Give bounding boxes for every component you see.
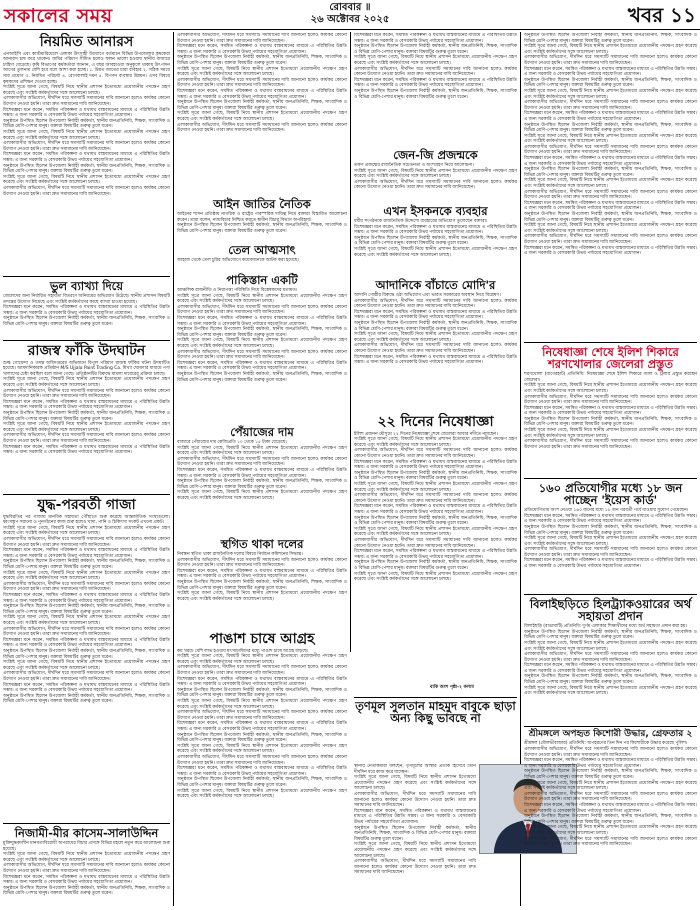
story-body: অনুষ্ঠানে উপস্থিত ছিলেন উপজেলা নির্বাহী কর্মকর্তা, স্থানীয় জনপ্রতিনিধি, শিক্ষক, সাংবাদিক ও বিভিন্ন শ্রেণি-পেশার মানুষ। বক্তারা বিষয়টির গুরুত্ব তুলে ধরেন। bbox=[354, 515, 517, 527]
story-sultan-babu-body bbox=[354, 764, 476, 906]
story-body: অনুষ্ঠানে উপস্থিত ছিলেন উপজেলা নির্বাহী কর্মকর্তা, স্থানীয় জনপ্রতিনিধি, শিক্ষক, সাংবাদিক ও বিভিন্ন শ্রেণি-পেশার মানুষ। বক্তারা বিষয়টির গুরুত্ব তুলে ধরেন। bbox=[524, 629, 697, 641]
story-body: কম খরচে বেশি লাভ হওয়ায় মৎস্যচাষিদের মধ্যে পাঙাশ চাষে আগ্রহ বাড়ছে। bbox=[177, 648, 309, 654]
story-body: বিশেষজ্ঞরা মনে করেন, সমন্বিত পরিকল্পনা ও যথাযথ বাস্তবায়নের মাধ্যমে এ পরিস্থিতির উন্নতি সম্ভব। এ জন্য সরকারি ও বেসরকারি উভয় পর্যায়ের সহযোগিতা প্রয়োজন। bbox=[354, 808, 476, 825]
story-body: বিশেষজ্ঞরা মনে করেন, সমন্বিত পরিকল্পনা ও যথাযথ বাস্তবায়নের মাধ্যমে এ পরিস্থিতির উন্নতি সম্ভব। এ জন্য সরকারি ও বেসরকারি উভয় পর্যায়ের সহযোগিতা প্রয়োজন। bbox=[3, 305, 170, 316]
story-body: বিশেষজ্ঞরা মনে করেন, সমন্বিত পরিকল্পনা ও যথাযথ বাস্তবায়নের মাধ্যমে এ পরিস্থিতির উন্নতি সম্ভব। এ জন্য সরকারি ও বেসরকারি উভয় পর্যায়ের সহযোগিতা প্রয়োজন। bbox=[354, 504, 517, 515]
story-body: সংশ্লিষ্ট সূত্রে জানা গেছে, বিষয়টি নিয়ে স্থানীয় প্রশাসন ইতোমধ্যে প্রয়োজনীয় পদক্ষেপ গ্রহণ করেছে এবং সংশ্লিষ্ট কর্মকর্তাদের সঙ্গে আলোচনা চলছে। bbox=[177, 111, 347, 122]
story-body: এলাকাবাসীর অভিযোগ, দীর্ঘদিন ধরে সমস্যাটি সমাধানের দাবি জানানো হলেও কার্যকর কোনো উদ্যোগ নেওয়া হয়নি। তারা দ্রুত সমাধানের দাবি জানিয়েছেন। bbox=[177, 557, 347, 569]
story-body: অনুষ্ঠানে উপস্থিত ছিলেন উপজেলা নির্বাহী কর্মকর্তা, স্থানীয় জনপ্রতিনিধি, শিক্ষক, সাংবাদিক ও বিভিন্ন শ্রেণি-পেশার মানুষ। বক্তারা বিষয়টির গুরুত্ব তুলে ধরেন। bbox=[524, 416, 697, 428]
story-body: সংশ্লিষ্ট সূত্রে জানা গেছে, বিষয়টি নিয়ে স্থানীয় প্রশাসন ইতোমধ্যে প্রয়োজনীয় পদক্ষেপ গ্রহণ করেছে এবং সংশ্লিষ্ট কর্মকর্তাদের সঙ্গে আলোচনা চলছে। bbox=[524, 88, 697, 100]
story-headline: স্থগিত থাকা দলের bbox=[220, 537, 304, 551]
story-body: বিশেষজ্ঞরা মনে করেন, সমন্বিত পরিকল্পনা ও যথাযথ বাস্তবায়নের মাধ্যমে এ পরিস্থিতির উন্নতি সম্ভব। এ জন্য সরকারি ও বেসরকারি উভয় পর্যায়ের সহযোগিতা প্রয়োজন। bbox=[177, 316, 347, 327]
story-body: এলাকাবাসীর অভিযোগ, দীর্ঘদিন ধরে সমস্যাটি সমাধানের দাবি জানানো হলেও কার্যকর কোনো উদ্যোগ নেওয়া হয়নি। তারা দ্রুত সমাধানের দাবি জানিয়েছেন। bbox=[177, 349, 347, 361]
section-title: খবর ১১ bbox=[627, 3, 696, 27]
story-body: ইলিশ প্রজনন মৌসুমে ২২ দিনের নিষেধাজ্ঞা শেষে জেলেরা আবার নদীতে নামছেন। bbox=[354, 431, 498, 437]
story-body: বিশেষজ্ঞরা মনে করেন, সমন্বিত পরিকল্পনা ও যথাযথ বাস্তবায়নের মাধ্যমে এ পরিস্থিতির উন্নতি সম্ভব। এ জন্য সরকারি ও বেসরকারি উভয় পর্যায়ের সহযোগিতা প্রয়োজন। bbox=[354, 77, 517, 89]
story-body: শরণখোলা (বাগেরহাট) প্রতিনিধি: নিষেধাজ্ঞা শেষে ইলিশ শিকারে জাল ও ট্রলার প্রস্তুত করছেন জেলেরা। bbox=[524, 372, 697, 383]
story-body: অনুষ্ঠানে উপস্থিত ছিলেন উপজেলা নির্বাহী কর্মকর্তা, স্থানীয় জনপ্রতিনিধি, শিক্ষক, সাংবাদিক ও বিভিন্ন শ্রেণি-পেশার মানুষ। বক্তারা বিষয়টির গুরুত্ব তুলে ধরেন। bbox=[177, 55, 347, 66]
story-body: এলাকাবাসীর অভিযোগ, দীর্ঘদিন ধরে সমস্যাটি সমাধানের দাবি জানানো হলেও কার্যকর কোনো উদ্যোগ নেওয়া হয়নি। তারা দ্রুত সমাধানের দাবি জানিয়েছেন। bbox=[354, 537, 517, 549]
story-body: এলাকাবাসীর অভিযোগ, দীর্ঘদিন ধরে সমস্যাটি সমাধানের দাবি জানানো হলেও কার্যকর কোনো উদ্যোগ নেওয়া হয়নি। তারা দ্রুত সমাধানের দাবি জানিয়েছেন। bbox=[524, 836, 697, 848]
story-body: আইনের শাসন প্রতিষ্ঠায় নাগরিক ও রাষ্ট্রের পারস্পরিক দায়িত্ব নিয়ে বক্তারা বিস্তারিত আলোচনা করেন। তারা বলেন, ন্যায়বিচার নিশ্চিত করতে স্বাধীন বিচার বিভাগ অপরিহার্য। bbox=[177, 212, 347, 223]
story-iskcon bbox=[354, 203, 517, 275]
story-col3-top bbox=[354, 33, 517, 145]
story-body: সংশ্লিষ্ট সূত্রে জানা গেছে, বিষয়টি নিয়ে স্থানীয় প্রশাসন ইতোমধ্যে প্রয়োজনীয় পদক্ষেপ গ্রহণ করেছে এবং সংশ্লিষ্ট কর্মকর্তাদের সঙ্গে আলোচনা চলছে। bbox=[354, 247, 517, 258]
story-body: অনুষ্ঠানে উপস্থিত ছিলেন উপজেলা নির্বাহী কর্মকর্তা, স্থানীয় জনপ্রতিনিধি, শিক্ষক, সাংবাদিক ও বিভিন্ন শ্রেণি-পেশার মানুষ। বক্তারা বিষয়টির গুরুত্ব তুলে ধরেন। bbox=[3, 885, 170, 897]
story-body: বিশেষজ্ঞরা মনে করেন, সমন্বিত পরিকল্পনা ও যথাযথ বাস্তবায়নের মাধ্যমে এ পরিস্থিতির উন্নতি সম্ভব। এ জন্য সরকারি ও বেসরকারি উভয় পর্যায়ের সহযোগিতা প্রয়োজন। bbox=[3, 399, 170, 411]
story-body: সংশ্লিষ্ট সূত্রে জানা গেছে, বিষয়টি নিয়ে স্থানীয় প্রশাসন ইতোমধ্যে প্রয়োজনীয় পদক্ষেপ গ্রহণ করেছে এবং সংশ্লিষ্ট কর্মকর্তাদের সঙ্গে আলোচনা চলছে। bbox=[177, 293, 347, 305]
story-body: এলাকাবাসীর অভিযোগ, দীর্ঘদিন ধরে সমস্যাটি সমাধানের দাবি জানানো হলেও কার্যকর কোনো উদ্যোগ নেওয়া হয়নি। তারা দ্রুত সমাধানের দাবি জানিয়েছেন। bbox=[3, 433, 170, 444]
story-body: সংশ্লিষ্ট সূত্রে জানা গেছে, বিষয়টি নিয়ে স্থানীয় প্রশাসন ইতোমধ্যে প্রয়োজনীয় পদক্ষেপ গ্রহণ করেছে এবং সংশ্লিষ্ট কর্মকর্তাদের সঙ্গে আলোচনা চলছে। bbox=[177, 654, 347, 665]
story-body: জাহাজ থেকে তেল চুরির অভিযোগে কয়েকজনকে আটক করা হয়েছে। bbox=[177, 258, 299, 264]
story-body: অনুষ্ঠানে উপস্থিত ছিলেন উপজেলা নির্বাহী কর্মকর্তা, স্থানীয় জনপ্রতিনিধি, শিক্ষক, সাংবাদিক ও বিভিন্ন শ্রেণি-পেশার মানুষ। বক্তারা বিষয়টির গুরুত্ব তুলে ধরেন। bbox=[177, 732, 347, 744]
story-body: আঞ্চলিক রাজনীতি ও নিরাপত্তা পরিস্থিতি নিয়ে বিশ্লেষকদের মতামত। bbox=[177, 288, 298, 294]
story-headline: বিলাইছড়িতে হিলট্র্যাকওয়ারের অর্থ সহায়তা প্রদান bbox=[529, 597, 692, 624]
story-body: বিশেষজ্ঞরা মনে করেন, সমন্বিত পরিকল্পনা ও যথাযথ বাস্তবায়নের মাধ্যমে এ পরিস্থিতির উন্নতি সম্ভব। এ জন্য সরকারি ও বেসরকারি উভয় পর্যায়ের সহযোগিতা প্রয়োজন। bbox=[524, 111, 697, 122]
story-body: অনুষ্ঠানে উপস্থিত ছিলেন উপজেলা নির্বাহী কর্মকর্তা, স্থানীয় জনপ্রতিনিধি, শিক্ষক, সাংবাদিক ও বিভিন্ন শ্রেণি-পেশার মানুষ। বক্তারা বিষয়টির গুরুত্ব তুলে ধরেন। bbox=[354, 321, 517, 332]
story-body: বিশেষজ্ঞরা মনে করেন, সমন্বিত পরিকল্পনা ও যথাযথ বাস্তবায়নের মাধ্যমে এ পরিস্থিতির উন্নতি সম্ভব। এ জন্য সরকারি ও বেসরকারি উভয় পর্যায়ের সহযোগিতা প্রয়োজন। bbox=[354, 309, 517, 321]
story-body: সংশ্লিষ্ট সূত্রে জানা গেছে, বিষয়টি নিয়ে স্থানীয় প্রশাসন ইতোমধ্যে প্রয়োজনীয় পদক্ষেপ গ্রহণ করেছে এবং সংশ্লিষ্ট কর্মকর্তাদের সঙ্গে আলোচনা চলছে। bbox=[177, 338, 347, 349]
story-body: এলাকাবাসীর অভিযোগ, দীর্ঘদিন ধরে সমস্যাটি সমাধানের দাবি জানানো হলেও কার্যকর কোনো উদ্যোগ নেওয়া হয়নি। তারা দ্রুত সমাধানের দাবি জানিয়েছেন। bbox=[177, 77, 347, 89]
story-body: এলাকাবাসীর অভিযোগ, দীর্ঘদিন ধরে সমস্যাটি সমাধানের দাবি জানানো হলেও কার্যকর কোনো উদ্যোগ নেওয়া হয়নি। তারা দ্রুত সমাধানের দাবি জানিয়েছেন। bbox=[354, 179, 517, 191]
story-headline: রাজস্ব ফাঁকি উদঘাটন bbox=[27, 343, 146, 359]
story-body: বিশেষজ্ঞরা মনে করেন, সমন্বিত পরিকল্পনা ও যথাযথ বাস্তবায়নের মাধ্যমে এ পরিস্থিতির উন্নতি সম্ভব। এ জন্য সরকারি ও বেসরকারি উভয় পর্যায়ের সহযোগিতা প্রয়োজন। bbox=[354, 33, 517, 44]
story-body: সংশ্লিষ্ট সূত্রে জানা গেছে, বিষয়টি নিয়ে স্থানীয় প্রশাসন ইতোমধ্যে প্রয়োজনীয় পদক্ষেপ গ্রহণ করেছে এবং সংশ্লিষ্ট কর্মকর্তাদের সঙ্গে আলোচনা চলছে। bbox=[524, 640, 697, 652]
story-body: সংশ্লিষ্ট সূত্রে জানা গেছে, বিষয়টি নিয়ে স্থানীয় প্রশাসন ইতোমধ্যে প্রয়োজনীয় পদক্ষেপ গ্রহণ করেছে এবং সংশ্লিষ্ট কর্মকর্তাদের সঙ্গে আলোচনা চলছে। bbox=[354, 482, 517, 493]
story-headline: নিজামী-মীর কাসেম-সালাউদ্দিন bbox=[14, 826, 159, 840]
story-body: এলাকাবাসীর অভিযোগ, দীর্ঘদিন ধরে সমস্যাটি সমাধানের দাবি জানানো হলেও কার্যকর কোনো উদ্যোগ নেওয়া হয়নি। তারা দ্রুত সমাধানের দাবি জানিয়েছেন। bbox=[524, 439, 697, 450]
story-body: সংশ্লিষ্ট সূত্রে জানা গেছে, বিষয়টি নিয়ে স্থানীয় প্রশাসন ইতোমধ্যে প্রয়োজনীয় পদক্ষেপ গ্রহণ করেছে এবং সংশ্লিষ্ট কর্মকর্তাদের সঙ্গে আলোচনা চলছে। bbox=[3, 852, 170, 863]
story-headline: শ্রীমঙ্গলে অপহৃত কিশোরী উদ্ধার, গ্রেফতার ২ bbox=[528, 729, 693, 739]
story-body: এলাকাবাসীর অভিযোগ, দীর্ঘদিন ধরে সমস্যাটি সমাধানের দাবি জানানো হলেও কার্যকর কোনো উদ্যোগ নেওয়া হয়নি। তারা দ্রুত সমাধানের দাবি জানিয়েছেন। bbox=[354, 343, 517, 354]
story-headline: তৃণমূল সুলতান মাহমুদ বাবুকে ছাড়া অন্য কিছু ভাবছে না bbox=[355, 699, 516, 726]
story-body: এলাকাবাসীর অভিযোগ, দীর্ঘদিন ধরে সমস্যাটি সমাধানের দাবি জানানো হলেও কার্যকর কোনো উদ্যোগ নেওয়া হয়নি। তারা দ্রুত সমাধানের দাবি জানিয়েছেন। bbox=[3, 388, 170, 400]
story-body: অনুষ্ঠানে উপস্থিত ছিলেন উপজেলা নির্বাহী কর্মকর্তা, স্থানীয় জনপ্রতিনিধি, শিক্ষক, সাংবাদিক ও বিভিন্ন শ্রেণি-পেশার মানুষ। বক্তারা বিষয়টির গুরুত্ব তুলে ধরেন। bbox=[524, 122, 697, 134]
story-body: সংশ্লিষ্ট সূত্রে জানা গেছে, বিষয়টি নিয়ে স্থানীয় প্রশাসন ইতোমধ্যে প্রয়োজনীয় পদক্ষেপ গ্রহণ করেছে এবং সংশ্লিষ্ট কর্মকর্তাদের সঙ্গে আলোচনা চলছে। bbox=[3, 174, 170, 186]
story-body: বিশেষজ্ঞরা মনে করেন, সমন্বিত পরিকল্পনা ও যথাযথ বাস্তবায়নের মাধ্যমে এ পরিস্থিতির উন্নতি সম্ভব। এ জন্য সরকারি ও বেসরকারি উভয় পর্যায়ের সহযোগিতা প্রয়োজন। bbox=[3, 682, 170, 694]
story-body: এলাকাবাসীর অভিযোগ, দীর্ঘদিন ধরে সমস্যাটি সমাধানের দাবি জানানো হলেও কার্যকর কোনো উদ্যোগ নেওয়া হয়নি। তারা দ্রুত সমাধানের দাবি জানিয়েছেন। bbox=[3, 626, 170, 638]
story-gaza bbox=[3, 496, 170, 821]
story-body: এলাকাবাসীর অভিযোগ, দীর্ঘদিন ধরে সমস্যাটি সমাধানের দাবি জানানো হলেও কার্যকর কোনো উদ্যোগ নেওয়া হয়নি। তারা দ্রুত সমাধানের দাবি জানিয়েছেন। bbox=[3, 581, 170, 593]
story-body: বিশেষজ্ঞরা মনে করেন, সমন্বিত পরিকল্পনা ও যথাযথ বাস্তবায়নের মাধ্যমে এ পরিস্থিতির উন্নতি সম্ভব। এ জন্য সরকারি ও বেসরকারি উভয় পর্যায়ের সহযোগিতা প্রয়োজন। bbox=[524, 513, 697, 525]
story-divider bbox=[524, 726, 697, 727]
story-headline: ভুল ব্যাখ্যা দিয়ে bbox=[49, 279, 124, 293]
story-body: বিশেষজ্ঞরা মনে করেন, সমন্বিত পরিকল্পনা ও যথাযথ বাস্তবায়নের মাধ্যমে এ পরিস্থিতির উন্নতি সম্ভব। এ জন্য সরকারি ও বেসরকারি উভয় পর্যায়ের সহযোগিতা প্রয়োজন। bbox=[177, 676, 347, 688]
story-body: বিশেষজ্ঞরা মনে করেন, সমন্বিত পরিকল্পনা ও যথাযথ বাস্তবায়নের মাধ্যমে এ পরিস্থিতির উন্নতি সম্ভব। এ জন্য সরকারি ও বেসরকারি উভয় পর্যায়ের সহযোগিতা প্রয়োজন। bbox=[177, 360, 347, 372]
story-body: অনুষ্ঠানে উপস্থিত ছিলেন উপজেলা নির্বাহী কর্মকর্তা, স্থানীয় জনপ্রতিনিধি, শিক্ষক, সাংবাদিক ও বিভিন্ন শ্রেণি-পেশার মানুষ। বক্তারা বিষয়টির গুরুত্ব তুলে ধরেন। bbox=[3, 693, 170, 705]
story-body: অনুষ্ঠানে উপস্থিত ছিলেন উপজেলা নির্বাহী কর্মকর্তা, স্থানীয় জনপ্রতিনিধি, শিক্ষক, সাংবাদিক ও বিভিন্ন শ্রেণি-পেশার মানুষ। বক্তারা বিষয়টির গুরুত্ব তুলে ধরেন। bbox=[177, 687, 347, 699]
story-body: এলাকাবাসীর অভিযোগ, দীর্ঘদিন ধরে সমস্যাটি সমাধানের দাবি জানানো হলেও কার্যকর কোনো উদ্যোগ নেওয়া হয়নি। তারা দ্রুত সমাধানের দাবি জানিয়েছেন। bbox=[177, 122, 347, 134]
story-body: সংশ্লিষ্ট সূত্রে জানা গেছে, বিষয়টি নিয়ে স্থানীয় প্রশাসন ইতোমধ্যে প্রয়োজনীয় পদক্ষেপ গ্রহণ করেছে এবং সংশ্লিষ্ট কর্মকর্তাদের সঙ্গে আলোচনা চলছে। bbox=[524, 133, 697, 145]
story-divider bbox=[3, 340, 170, 341]
story-body: অনুষ্ঠানে উপস্থিত ছিলেন উপজেলা নির্বাহী কর্মকর্তা, স্থানীয় জনপ্রতিনিধি, শিক্ষক, সাংবাদিক ও বিভিন্ন শ্রেণি-পেশার মানুষ। বক্তারা বিষয়টির গুরুত্ব তুলে ধরেন। bbox=[524, 167, 697, 178]
story-body: এলাকাবাসীর অভিযোগ, দীর্ঘদিন ধরে সমস্যাটি সমাধানের দাবি জানানো হলেও কার্যকর কোনো উদ্যোগ নেওয়া হয়নি। তারা দ্রুত সমাধানের দাবি জানিয়েছেন। bbox=[524, 189, 697, 201]
story-headline: জেন-জি প্রজন্মকে bbox=[393, 148, 478, 162]
story-body: জেলেদের জন্য নির্ধারিত সহায়তা বিতরণে অনিয়মের অভিযোগ উঠেছে। স্থানীয় প্রশাসন বিষয়টি তদন্তের উদ্যোগ নিয়েছে এবং সংশ্লিষ্ট কর্মকর্তাদের কাছে ব্যাখ্যা চাওয়া হয়েছে। bbox=[3, 294, 170, 305]
story-body: অনুষ্ঠানে উপস্থিত ছিলেন উপজেলা নির্বাহী কর্মকর্তা, স্থানীয় জনপ্রতিনিধি, শিক্ষক, সাংবাদিক ও বিভিন্ন শ্রেণি-পেশার মানুষ। বক্তারা বিষয়টির গুরুত্ব তুলে ধরেন। bbox=[524, 77, 697, 89]
story-suspended-party bbox=[177, 536, 347, 628]
story-body: বিশেষজ্ঞরা মনে করেন, সমন্বিত পরিকল্পনা ও যথাযথ বাস্তবায়নের মাধ্যমে এ পরিস্থিতির উন্নতি সম্ভব। এ জন্য সরকারি ও বেসরকারি উভয় পর্যায়ের সহযোগিতা প্রয়োজন। bbox=[524, 758, 697, 769]
story-yes-card bbox=[524, 480, 697, 592]
story-body: বিশেষজ্ঞরা মনে করেন, সমন্বিত পরিকল্পনা ও যথাযথ বাস্তবায়নের মাধ্যমে এ পরিস্থিতির উন্নতি সম্ভব। এ জন্য সরকারি ও বেসরকারি উভয় পর্যায়ের সহযোগিতা প্রয়োজন। bbox=[524, 802, 697, 814]
story-body: এলাকাবাসীর অভিযোগ, দীর্ঘদিন ধরে সমস্যাটি সমাধানের দাবি জানানো হলেও কার্যকর কোনো উদ্যোগ নেওয়া হয়নি। তারা দ্রুত সমাধানের দাবি জানিয়েছেন। bbox=[524, 547, 697, 558]
story-body: সংশ্লিষ্ট সূত্রে জানা গেছে, বিষয়টি নিয়ে স্থানীয় প্রশাসন ইতোমধ্যে প্রয়োজনীয় পদক্ষেপ গ্রহণ করেছে এবং সংশ্লিষ্ট কর্মকর্তাদের সঙ্গে আলোচনা চলছে। bbox=[354, 332, 517, 343]
story-body: বিশেষজ্ঞরা মনে করেন, সমন্বিত পরিকল্পনা ও যথাযথ বাস্তবায়নের মাধ্যমে এ পরিস্থিতির উন্নতি সম্ভব। এ জন্য সরকারি ও বেসরকারি উভয় পর্যায়ের সহযোগিতা প্রয়োজন। bbox=[524, 156, 697, 167]
story-body: অনুষ্ঠানে উপস্থিত ছিলেন উপজেলা নির্বাহী কর্মকর্তা, স্থানীয় জনপ্রতিনিধি, শিক্ষক, সাংবাদিক ও বিভিন্ন শ্রেণি-পেশার মানুষ। বক্তারা বিষয়টির গুরুত্ব তুলে ধরেন। bbox=[177, 580, 347, 591]
story-body: বিশেষজ্ঞরা মনে করেন, সমন্বিত পরিকল্পনা ও যথাযথ বাস্তবায়নের মাধ্যমে এ পরিস্থিতির উন্নতি সম্ভব। এ জন্য সরকারি ও বেসরকারি উভয় পর্যায়ের সহযোগিতা প্রয়োজন। bbox=[524, 245, 697, 257]
story-body: এলাকাবাসীর অভিযোগ, দীর্ঘদিন ধরে সমস্যাটি সমাধানের দাবি জানানো হলেও কার্যকর কোনো উদ্যোগ নেওয়া হয়নি। তারা দ্রুত সমাধানের দাবি জানিয়েছেন। bbox=[177, 304, 347, 316]
issue-date: রোববার ॥ ২৬ অক্টোবর ২০২৫ bbox=[310, 2, 390, 25]
story-body: অনুষ্ঠানে উপস্থিত ছিলেন উপজেলা নির্বাহী কর্মকর্তা, স্থানীয় জনপ্রতিনিধি, শিক্ষক, সাংবাদিক ও বিভিন্ন শ্রেণি-পেশার মানুষ। বক্তারা বিষয়টির গুরুত্ব তুলে ধরেন। bbox=[3, 411, 170, 422]
story-headline: পাঙাশ চাষে আগ্রহ bbox=[209, 631, 315, 647]
story-body: বিশেষজ্ঞরা মনে করেন, সমন্বিত পরিকল্পনা ও যথাযথ বাস্তবায়নের মাধ্যমে এ পরিস্থিতির উন্নতি সম্ভব। এ জন্য সরকারি ও বেসরকারি উভয় পর্যায়ের সহযোগিতা প্রয়োজন। bbox=[177, 766, 347, 777]
story-body: বিশেষজ্ঞরা মনে করেন, সমন্বিত পরিকল্পনা ও যথাযথ বাস্তবায়নের মাধ্যমে এ পরিস্থিতির উন্নতি সম্ভব। এ জন্য সরকারি ও বেসরকারি উভয় পর্যায়ের সহযোগিতা প্রয়োজন। bbox=[3, 548, 170, 559]
story-body: বিশেষজ্ঞরা মনে করেন, সমন্বিত পরিকল্পনা ও যথাযথ বাস্তবায়নের মাধ্যমে এ পরিস্থিতির উন্নতি সম্ভব। এ জন্য সরকারি ও বেসরকারি উভয় পর্যায়ের সহযোগিতা প্রয়োজন। bbox=[3, 152, 170, 163]
story-body: এলাকাবাসীর অভিযোগ, দীর্ঘদিন ধরে সমস্যাটি সমাধানের দাবি জানানো হলেও কার্যকর কোনো উদ্যোগ নেওয়া হয়নি। তারা দ্রুত সমাধানের দাবি জানিয়েছেন। bbox=[354, 66, 517, 78]
story-body: এলাকাবাসীর অভিযোগ, দীর্ঘদিন ধরে সমস্যাটি সমাধানের দাবি জানানো হলেও কার্যকর কোনো উদ্যোগ নেওয়া হয়নি। তারা দ্রুত সমাধানের দাবি জানিয়েছেন। bbox=[3, 185, 170, 197]
story-body: সংশ্লিষ্ট সূত্রে জানা গেছে, বিষয়টি নিয়ে স্থানীয় প্রশাসন ইতোমধ্যে প্রয়োজনীয় পদক্ষেপ গ্রহণ করেছে এবং সংশ্লিষ্ট কর্মকর্তাদের সঙ্গে আলোচনা চলছে। bbox=[177, 699, 347, 710]
jump-line: বাকি অংশ পৃষ্ঠা-২ কলাম bbox=[430, 685, 474, 690]
story-body: বাজারে পেঁয়াজের দাম কেজিপ্রতি ১০ থেকে ১৫ টাকা বেড়েছে। bbox=[177, 440, 287, 446]
story-headline: ২২ দিনের নিষেধাজ্ঞা bbox=[377, 414, 494, 430]
story-body: অনুষ্ঠানে উপস্থিত ছিলেন উপজেলা নির্বাহী কর্মকর্তা, স্থানীয় জনপ্রতিনিধি, শিক্ষক, সাংবাদিক ও বিভিন্ন শ্রেণি-পেশার মানুষ। বক্তারা বিষয়টির গুরুত্ব তুলে ধরেন। bbox=[354, 560, 517, 571]
story-pineapple bbox=[3, 33, 170, 273]
story-body: মুক্তিযুদ্ধকালীন মানবতাবিরোধী অপরাধের বিচার প্রসঙ্গে বিভিন্ন মহলে নতুন করে আলোচনা শুরু হয়েছে। bbox=[3, 841, 170, 852]
story-body: সংশ্লিষ্ট সূত্রে জানা গেছে, বিষয়টি নিয়ে স্থানীয় প্রশাসন ইতোমধ্যে প্রয়োজনীয় পদক্ষেপ গ্রহণ করেছে এবং সংশ্লিষ্ট কর্মকর্তাদের সঙ্গে আলোচনা চলছে। bbox=[524, 178, 697, 190]
story-headline: নিষেধাজ্ঞা শেষে ইলিশ শিকারে শরণখোলার জেলেরা প্রস্তুত bbox=[542, 345, 679, 372]
masthead bbox=[0, 0, 700, 30]
story-body: এলাকাবাসীর অভিযোগ, দীর্ঘদিন ধরে সমস্যাটি সমাধানের দাবি জানানো হলেও কার্যকর কোনো উদ্যোগ নেওয়া হয়নি। তারা দ্রুত সমাধানের দাবি জানিয়েছেন। bbox=[177, 710, 347, 721]
story-body: এলাকাবাসীর অভিযোগ, দীর্ঘদিন ধরে সমস্যাটি সমাধানের দাবি জানানো হলেও কার্যকর কোনো উদ্যোগ নেওয়া হয়নি। তারা দ্রুত সমাধানের দাবি জানিয়েছেন। bbox=[524, 234, 697, 245]
story-bilaichari bbox=[524, 596, 697, 724]
story-headline: আদানিকে বাঁচাতে মোদি'র bbox=[375, 278, 496, 292]
story-headline: আইন জাতির নৈতিক bbox=[213, 197, 311, 211]
story-body: বিশেষজ্ঞরা মনে করেন, সমন্বিত পরিকল্পনা ও যথাযথ বাস্তবায়নের মাধ্যমে এ পরিস্থিতির উন্নতি সম্ভব। এ জন্য সরকারি ও বেসরকারি উভয় পর্যায়ের সহযোগিতা প্রয়োজন। bbox=[524, 200, 697, 212]
story-body: বিশেষজ্ঞরা মনে করেন, সমন্বিত পরিকল্পনা ও যথাযথ বাস্তবায়নের মাধ্যমে এ পরিস্থিতির উন্নতি সম্ভব। এ জন্য সরকারি ও বেসরকারি উভয় পর্যায়ের সহযোগিতা প্রয়োজন। bbox=[524, 558, 697, 570]
story-body: বিশেষজ্ঞরা মনে করেন, সমন্বিত পরিকল্পনা ও যথাযথ বাস্তবায়নের মাধ্যমে এ পরিস্থিতির উন্নতি সম্ভব। এ জন্য সরকারি ও বেসরকারি উভয় পর্যায়ের সহযোগিতা প্রয়োজন। bbox=[354, 224, 517, 236]
story-body: বিশেষজ্ঞরা মনে করেন, সমন্বিত পরিকল্পনা ও যথাযথ বাস্তবায়নের মাধ্যমে এ পরিস্থিতির উন্নতি সম্ভব। এ জন্য সরকারি ও বেসরকারি উভয় পর্যায়ের সহযোগিতা প্রয়োজন। bbox=[3, 874, 170, 886]
story-body: সংশ্লিষ্ট সূত্রে জানা গেছে, বিষয়টি নিয়ে স্থানীয় প্রশাসন ইতোমধ্যে প্রয়োজনীয় পদক্ষেপ গ্রহণ করেছে এবং সংশ্লিষ্ট কর্মকর্তাদের সঙ্গে আলোচনা চলছে। bbox=[354, 526, 517, 538]
story-body: অনুষ্ঠানে উপস্থিত ছিলেন উপজেলা নির্বাহী কর্মকর্তা, স্থানীয় জনপ্রতিনিধি, শিক্ষক, সাংবাদিক ও বিভিন্ন শ্রেণি-পেশার মানুষ। বক্তারা বিষয়টির গুরুত্ব তুলে ধরেন। bbox=[3, 316, 170, 328]
story-onion bbox=[177, 424, 347, 534]
story-pakistan bbox=[177, 272, 347, 422]
story-body: যুদ্ধবিরতির পর গাজায় মানবিক সহায়তা পৌঁছাতে শুরু করেছে আন্তর্জাতিক সংস্থাগুলো। ধ্বংসস্তূপ সরানো ও পুনর্গঠনের কাজ শুরু হলেও খাদ্য, পানি ও চিকিৎসা সংকট এখনো প্রকট। bbox=[3, 514, 170, 526]
story-body: অনুষ্ঠানে উপস্থিত ছিলেন উপজেলা নির্বাহী কর্মকর্তা, স্থানীয় জনপ্রতিনিধি, শিক্ষক, সাংবাদিক ও বিভিন্ন শ্রেণি-পেশার মানুষ। বক্তারা বিষয়টির গুরুত্ব তুলে ধরেন। bbox=[354, 470, 517, 482]
story-body: প্রতিযোগিতায় অংশ নেওয়া ১৬০ জনের মধ্যে ১৮ জন পরবর্তী পর্বে যাওয়ার সুযোগ পেয়েছেন। bbox=[524, 508, 689, 514]
story-col2-top bbox=[177, 33, 347, 193]
story-body: এলাকাবাসীর অভিযোগ, দীর্ঘদিন ধরে সমস্যাটি সমাধানের দাবি জানানো হলেও কার্যকর কোনো উদ্যোগ নেওয়া হয়নি। তারা দ্রুত সমাধানের দাবি জানিয়েছেন। bbox=[177, 33, 347, 44]
story-law-ethics bbox=[177, 196, 347, 240]
story-body: শ্রীমঙ্গল (মৌলভীবাজার) প্রতিনিধি: অপহরণের তিন দিন পর কিশোরীকে উদ্ধার করেছে পুলিশ। bbox=[524, 741, 688, 747]
story-misinterpretation bbox=[3, 278, 170, 338]
story-body: অনুষ্ঠানে উপস্থিত ছিলেন উপজেলা নির্বাহী কর্মকর্তা, স্থানীয় জনপ্রতিনিধি, শিক্ষক, সাংবাদিক ও বিভিন্ন শ্রেণি-পেশার মানুষ। বক্তারা বিষয়টির গুরুত্ব তুলে ধরেন। bbox=[177, 479, 347, 490]
story-headline: ১৬০ প্রতিযোগীর মধ্যে ১৮ জন পাচ্ছেন 'ইয়েস কার্ড' bbox=[538, 481, 683, 508]
story-body: সংশ্লিষ্ট সূত্রে জানা গেছে, বিষয়টি নিয়ে স্থানীয় প্রশাসন ইতোমধ্যে প্রয়োজনীয় পদক্ষেপ গ্রহণ করেছে এবং সংশ্লিষ্ট কর্মকর্তাদের সঙ্গে আলোচনা চলছে। bbox=[3, 130, 170, 141]
story-body: সংশ্লিষ্ট সূত্রে জানা গেছে, বিষয়টি নিয়ে স্থানীয় প্রশাসন ইতোমধ্যে প্রয়োজনীয় পদক্ষেপ গ্রহণ করেছে এবং সংশ্লিষ্ট কর্মকর্তাদের সঙ্গে আলোচনা চলছে। bbox=[177, 788, 347, 800]
story-sultan-babu bbox=[354, 698, 517, 760]
story-body: বিশেষজ্ঞরা মনে করেন, সমন্বিত পরিকল্পনা ও যথাযথ বাস্তবায়নের মাধ্যমে এ পরিস্থিতির উন্নতি সম্ভব। এ জন্য সরকারি ও বেসরকারি উভয় পর্যায়ের সহযোগিতা প্রয়োজন। bbox=[524, 405, 697, 417]
story-body: এলাকাবাসীর অভিযোগ, দীর্ঘদিন ধরে সমস্যাটি সমাধানের দাবি জানানো হলেও কার্যকর কোনো উদ্যোগ নেওয়া হয়নি। তারা দ্রুত সমাধানের দাবি জানিয়েছেন। bbox=[524, 144, 697, 156]
story-body: সংশ্লিষ্ট সূত্রে জানা গেছে, বিষয়টি নিয়ে স্থানীয় প্রশাসন ইতোমধ্যে প্রয়োজনীয় পদক্ষেপ গ্রহণ করেছে এবং সংশ্লিষ্ট কর্মকর্তাদের সঙ্গে আলোচনা চলছে। bbox=[354, 571, 517, 583]
story-body: সংশ্লিষ্ট সূত্রে জানা গেছে, বিষয়টি নিয়ে স্থানীয় প্রশাসন ইতোমধ্যে প্রয়োজনীয় পদক্ষেপ গ্রহণ করেছে এবং সংশ্লিষ্ট কর্মকর্তাদের সঙ্গে আলোচনা চলছে। bbox=[177, 66, 347, 78]
story-divider bbox=[3, 276, 170, 277]
story-body: সংশ্লিষ্ট সূত্রে জানা গেছে, বিষয়টি নিয়ে স্থানীয় প্রশাসন ইতোমধ্যে প্রয়োজনীয় পদক্ষেপ গ্রহণ করেছে এবং সংশ্লিষ্ট কর্মকর্তাদের সঙ্গে আলোচনা চলছে। bbox=[354, 775, 476, 792]
story-body: এলাকাবাসীর অভিযোগ, দীর্ঘদিন ধরে সমস্যাটি সমাধানের দাবি জানানো হলেও কার্যকর কোনো উদ্যোগ নেওয়া হয়নি। তারা দ্রুত সমাধানের দাবি জানিয়েছেন। bbox=[524, 747, 697, 758]
story-body: অনুষ্ঠানে উপস্থিত ছিলেন উপজেলা নির্বাহী কর্মকর্তা, স্থানীয় জনপ্রতিনিধি, শিক্ষক, সাংবাদিক ও বিভিন্ন শ্রেণি-পেশার মানুষ। বক্তারা বিষয়টির গুরুত্ব তুলে ধরেন। bbox=[524, 524, 697, 536]
story-body: এলাকাবাসীর অভিযোগ, দীর্ঘদিন ধরে সমস্যাটি সমাধানের দাবি জানানো হলেও কার্যকর কোনো উদ্যোগ নেওয়া হয়নি। তারা দ্রুত সমাধানের দাবি জানিয়েছেন। bbox=[177, 754, 347, 766]
story-body: স্থানীয় নেতাকর্মীরা বলছেন, তৃণমূলের আস্থার প্রতীক হিসেবে তিনি দীর্ঘদিন ধরে কাজ করে যাচ্ছেন। bbox=[354, 764, 476, 775]
story-body: বিশেষজ্ঞরা মনে করেন, সমন্বিত পরিকল্পনা ও যথাযথ বাস্তবায়নের মাধ্যমে এ পরিস্থিতির উন্নতি সম্ভব। এ জন্য সরকারি ও বেসরকারি উভয় পর্যায়ের সহযোগিতা প্রয়োজন। bbox=[354, 549, 517, 560]
story-body: সংশ্লিষ্ট সূত্রে জানা গেছে, বিষয়টি নিয়ে স্থানীয় প্রশাসন ইতোমধ্যে প্রয়োজনীয় পদক্ষেপ গ্রহণ করেছে এবং সংশ্লিষ্ট কর্মকর্তাদের সঙ্গে আলোচনা চলছে। bbox=[3, 422, 170, 433]
story-body: সংশ্লিষ্ট সূত্রে জানা গেছে, বিষয়টি নিয়ে স্থানীয় প্রশাসন ইতোমধ্যে প্রয়োজনীয় পদক্ষেপ গ্রহণ করেছে এবং সংশ্লিষ্ট কর্মকর্তাদের সঙ্গে আলোচনা চলছে। bbox=[524, 223, 697, 234]
story-revenue-evasion bbox=[3, 342, 170, 492]
story-body: অনুষ্ঠানে উপস্থিত ছিলেন উপজেলা নির্বাহী কর্মকর্তা, স্থানীয় জনপ্রতিনিধি, শিক্ষক, সাংবাদিক ও বিভিন্ন শ্রেণি-পেশার মানুষ। বক্তারা বিষয়টির গুরুত্ব তুলে ধরেন। bbox=[3, 559, 170, 571]
story-body: অনুষ্ঠানে উপস্থিত ছিলেন উপজেলা নির্বাহী কর্মকর্তা, স্থানীয় জনপ্রতিনিধি, শিক্ষক, সাংবাদিক ও বিভিন্ন শ্রেণি-পেশার মানুষ। বক্তারা বিষয়টির গুরুত্ব তুলে ধরেন। bbox=[524, 33, 697, 44]
story-body: এলাকাবাসীর অভিযোগ, দীর্ঘদিন ধরে সমস্যাটি সমাধানের দাবি জানানো হলেও কার্যকর কোনো উদ্যোগ নেওয়া হয়নি। তারা দ্রুত সমাধানের দাবি জানিয়েছেন। bbox=[3, 863, 170, 875]
story-body: বিশেষজ্ঞরা মনে করেন, সমন্বিত পরিকল্পনা ও যথাযথ বাস্তবায়নের মাধ্যমে এ পরিস্থিতির উন্নতি সম্ভব। এ জন্য সরকারি ও বেসরকারি উভয় পর্যায়ের সহযোগিতা প্রয়োজন। bbox=[524, 663, 697, 674]
story-body: এলাকাবাসীর অভিযোগ, দীর্ঘদিন ধরে সমস্যাটি সমাধানের দাবি জানানো হলেও কার্যকর কোনো উদ্যোগ নেওয়া হয়নি। তারা দ্রুত সমাধানের দাবি জানিয়েছেন। bbox=[524, 791, 697, 803]
story-body: সংশ্লিষ্ট সূত্রে জানা গেছে, বিষয়টি নিয়ে স্থানীয় প্রশাসন ইতোমধ্যে প্রয়োজনীয় পদক্ষেপ গ্রহণ করেছে এবং সংশ্লিষ্ট কর্মকর্তাদের সঙ্গে আলোচনা চলছে। bbox=[3, 377, 170, 389]
story-body: অনুষ্ঠানে উপস্থিত ছিলেন উপজেলা নির্বাহী কর্মকর্তা, স্থানীয় জনপ্রতিনিধি, শিক্ষক, সাংবাদিক ও বিভিন্ন শ্রেণি-পেশার মানুষ। বক্তারা বিষয়টির গুরুত্ব তুলে ধরেন। bbox=[177, 100, 347, 111]
story-body: তরুণ প্রজন্মের রাজনৈতিক সচেতনতা ও অংশগ্রহণ নিয়ে আলোচনা। bbox=[354, 163, 474, 169]
story-body: অনুষ্ঠানে উপস্থিত ছিলেন উপজেলা নির্বাহী কর্মকর্তা, স্থানীয় জনপ্রতিনিধি, শিক্ষক, সাংবাদিক ও বিভিন্ন শ্রেণি-পেশার মানুষ। বক্তারা বিষয়টির গুরুত্ব তুলে ধরেন। bbox=[354, 235, 517, 247]
story-body: এলাকাবাসীর অভিযোগ, দীর্ঘদিন ধরে সমস্যাটি সমাধানের দাবি জানানো হলেও কার্যকর কোনো উদ্যোগ নেওয়া হয়নি। তারা দ্রুত সমাধানের দাবি জানিয়েছেন। bbox=[177, 665, 347, 677]
story-body: বিশেষজ্ঞরা মনে করেন, সমন্বিত পরিকল্পনা ও যথাযথ বাস্তবায়নের মাধ্যমে এ পরিস্থিতির উন্নতি সম্ভব। এ জন্য সরকারি ও বেসরকারি উভয় পর্যায়ের সহযোগিতা প্রয়োজন। bbox=[354, 459, 517, 471]
story-sreemangal bbox=[524, 728, 697, 906]
story-body: সংশ্লিষ্ট সূত্রে জানা গেছে, বিষয়টি নিয়ে স্থানীয় প্রশাসন ইতোমধ্যে প্রয়োজনীয় পদক্ষেপ গ্রহণ করেছে এবং সংশ্লিষ্ট কর্মকর্তাদের সঙ্গে আলোচনা চলছে। bbox=[354, 842, 476, 859]
story-headline: পেঁয়াজের দাম bbox=[230, 425, 294, 439]
story-body: সংশ্লিষ্ট সূত্রে জানা গেছে, বিষয়টি নিয়ে স্থানীয় প্রশাসন ইতোমধ্যে প্রয়োজনীয় পদক্ষেপ গ্রহণ করেছে এবং সংশ্লিষ্ট কর্মকর্তাদের সঙ্গে আলোচনা চলছে। bbox=[3, 85, 170, 96]
story-body: এলাকাবাসীর অভিযোগ, দীর্ঘদিন ধরে সমস্যাটি সমাধানের দাবি জানানো হলেও কার্যকর কোনো উদ্যোগ নেওয়া হয়নি। তারা দ্রুত সমাধানের দাবি জানিয়েছেন। bbox=[354, 493, 517, 504]
story-body: অনুষ্ঠানে উপস্থিত ছিলেন উপজেলা নির্বাহী কর্মকর্তা, স্থানীয় জনপ্রতিনিধি, শিক্ষক, সাংবাদিক ও বিভিন্ন শ্রেণি-পেশার মানুষ। বক্তারা বিষয়টির গুরুত্ব তুলে ধরেন। bbox=[354, 88, 517, 100]
story-body: সংশ্লিষ্ট সূত্রে জানা গেছে, বিষয়টি নিয়ে স্থানীয় প্রশাসন ইতোমধ্যে প্রয়োজনীয় পদক্ষেপ গ্রহণ করেছে এবং সংশ্লিষ্ট কর্মকর্তাদের সঙ্গে আলোচনা চলছে। bbox=[177, 490, 347, 501]
story-col4-top bbox=[524, 33, 697, 341]
story-22-day-ban bbox=[354, 413, 517, 651]
story-body: বিশেষজ্ঞরা মনে করেন, সমন্বিত পরিকল্পনা ও যথাযথ বাস্তবায়নের মাধ্যমে এ পরিস্থিতির উন্নতি সম্ভব। এ জন্য সরকারি ও বেসরকারি উভয় পর্যায়ের সহযোগিতা প্রয়োজন। bbox=[177, 721, 347, 732]
story-body: সংশ্লিষ্ট সূত্রে জানা গেছে, বিষয়টি নিয়ে স্থানীয় প্রশাসন ইতোমধ্যে প্রয়োজনীয় পদক্ষেপ গ্রহণ করেছে এবং সংশ্লিষ্ট কর্মকর্তাদের সঙ্গে আলোচনা চলছে। bbox=[524, 536, 697, 547]
story-body: অনুষ্ঠানে উপস্থিত ছিলেন উপজেলা নির্বাহী কর্মকর্তা, স্থানীয় জনপ্রতিনিধি, শিক্ষক, সাংবাদিক ও বিভিন্ন শ্রেণি-পেশার মানুষ। বক্তারা বিষয়টির গুরুত্ব তুলে ধরেন। bbox=[3, 648, 170, 660]
story-headline: যুদ্ধ-পরবর্তী গাজা bbox=[37, 497, 136, 513]
story-body: বিশেষজ্ঞরা মনে করেন, সমন্বিত পরিকল্পনা ও যথাযথ বাস্তবায়নের মাধ্যমে এ পরিস্থিতির উন্নতি সম্ভব। এ জন্য সরকারি ও বেসরকারি উভয় পর্যায়ের সহযোগিতা প্রয়োজন। bbox=[3, 444, 170, 456]
story-oil bbox=[177, 242, 347, 270]
story-divider bbox=[3, 494, 170, 495]
story-body: সংশ্লিষ্ট সূত্রে জানা গেছে, বিষয়টি নিয়ে স্থানীয় প্রশাসন ইতোমধ্যে প্রয়োজনীয় পদক্ষেপ গ্রহণ করেছে এবং সংশ্লিষ্ট কর্মকর্তাদের সঙ্গে আলোচনা চলছে। bbox=[524, 44, 697, 55]
newspaper-logo: সকালের সময় bbox=[4, 5, 113, 27]
story-adani bbox=[354, 277, 517, 411]
story-body: এলাকাবাসীর অভিযোগ, দীর্ঘদিন ধরে সমস্যাটি সমাধানের দাবি জানানো হলেও কার্যকর কোনো উদ্যোগ নেওয়া হয়নি। তারা দ্রুত সমাধানের দাবি জানিয়েছেন। bbox=[524, 55, 697, 66]
story-body: অনুষ্ঠানে উপস্থিত ছিলেন উপজেলা নির্বাহী কর্মকর্তা, স্থানীয় জনপ্রতিনিধি, শিক্ষক, সাংবাদিক ও বিভিন্ন শ্রেণি-পেশার মানুষ। বক্তারা বিষয়টির গুরুত্ব তুলে ধরেন। bbox=[524, 212, 697, 223]
story-body: বিশেষজ্ঞরা মনে করেন, সমন্বিত পরিকল্পনা ও যথাযথ বাস্তবায়নের মাধ্যমে এ পরিস্থিতির উন্নতি সম্ভব। এ জন্য সরকারি ও বেসরকারি উভয় পর্যায়ের সহযোগিতা প্রয়োজন। bbox=[524, 66, 697, 78]
story-body: অনুষ্ঠানে উপস্থিত ছিলেন উপজেলা নির্বাহী কর্মকর্তা, স্থানীয় জনপ্রতিনিধি, শিক্ষক, সাংবাদিক ও বিভিন্ন শ্রেণি-পেশার মানুষ। বক্তারা বিষয়টির গুরুত্ব তুলে ধরেন। bbox=[3, 163, 170, 175]
column-divider bbox=[173, 32, 174, 906]
story-headline: পাকিস্তান একটি bbox=[226, 273, 298, 287]
story-body: সংশ্লিষ্ট সূত্রে জানা গেছে, বিষয়টি নিয়ে স্থানীয় প্রশাসন ইতোমধ্যে প্রয়োজনীয় পদক্ষেপ গ্রহণ করেছে এবং সংশ্লিষ্ট কর্মকর্তাদের সঙ্গে আলোচনা চলছে। bbox=[354, 168, 517, 180]
story-body: সংশ্লিষ্ট সূত্রে জানা গেছে, বিষয়টি নিয়ে স্থানীয় প্রশাসন ইতোমধ্যে প্রয়োজনীয় পদক্ষেপ গ্রহণ করেছে এবং সংশ্লিষ্ট কর্মকর্তাদের সঙ্গে আলোচনা চলছে। bbox=[3, 525, 170, 537]
story-body: নিবন্ধন স্থগিত থাকা রাজনৈতিক দলের বিষয়ে নির্বাচন কমিশনের সিদ্ধান্ত। bbox=[177, 552, 303, 558]
story-body: সংশ্লিষ্ট সূত্রে জানা গেছে, বিষয়টি নিয়ে স্থানীয় প্রশাসন ইতোমধ্যে প্রয়োজনীয় পদক্ষেপ গ্রহণ করেছে এবং সংশ্লিষ্ট কর্মকর্তাদের সঙ্গে আলোচনা চলছে। bbox=[524, 685, 697, 697]
story-body: অনুষ্ঠানে উপস্থিত ছিলেন উপজেলা নির্বাহী কর্মকর্তা, স্থানীয় জনপ্রতিনিধি, শিক্ষক, সাংবাদিক ও বিভিন্ন শ্রেণি-পেশার মানুষ। বক্তারা বিষয়টির গুরুত্ব তুলে ধরেন। bbox=[177, 223, 347, 234]
story-body: সংশ্লিষ্ট সূত্রে জানা গেছে, বিষয়টি নিয়ে স্থানীয় প্রশাসন ইতোমধ্যে প্রয়োজনীয় পদক্ষেপ গ্রহণ করেছে এবং সংশ্লিষ্ট কর্মকর্তাদের সঙ্গে আলোচনা চলছে। bbox=[524, 428, 697, 439]
story-pangas bbox=[177, 630, 347, 906]
story-body: অনুষ্ঠানে উপস্থিত ছিলেন উপজেলা নির্বাহী কর্মকর্তা, স্থানীয় জনপ্রতিনিধি, শিক্ষক, সাংবাদিক ও বিভিন্ন শ্রেণি-পেশার মানুষ। বক্তারা বিষয়টির গুরুত্ব তুলে ধরেন। bbox=[524, 814, 697, 825]
story-body: অনুষ্ঠানে উপস্থিত ছিলেন উপজেলা নির্বাহী কর্মকর্তা, স্থানীয় জনপ্রতিনিধি, শিক্ষক, সাংবাদিক ও বিভিন্ন শ্রেণি-পেশার মানুষ। বক্তারা বিষয়টির গুরুত্ব তুলে ধরেন। bbox=[177, 777, 347, 788]
story-body: অনুষ্ঠানে উপস্থিত ছিলেন উপজেলা নির্বাহী কর্মকর্তা, স্থানীয় জনপ্রতিনিধি, শিক্ষক, সাংবাদিক ও বিভিন্ন শ্রেণি-পেশার মানুষ। বক্তারা বিষয়টির গুরুত্ব তুলে ধরেন। bbox=[524, 769, 697, 780]
story-body: এলাকাবাসীর অভিযোগ, দীর্ঘদিন ধরে সমস্যাটি সমাধানের দাবি জানানো হলেও কার্যকর কোনো উদ্যোগ নেওয়া হয়নি। তারা দ্রুত সমাধানের দাবি জানিয়েছেন। bbox=[354, 448, 517, 460]
story-body: বিশেষজ্ঞরা মনে করেন, সমন্বিত পরিকল্পনা ও যথাযথ বাস্তবায়নের মাধ্যমে এ পরিস্থিতির উন্নতি সম্ভব। এ জন্য সরকারি ও বেসরকারি উভয় পর্যায়ের সহযোগিতা প্রয়োজন। bbox=[177, 568, 347, 580]
story-body: সংশ্লিষ্ট সূত্রে জানা গেছে, বিষয়টি নিয়ে স্থানীয় প্রশাসন ইতোমধ্যে প্রয়োজনীয় পদক্ষেপ গ্রহণ করেছে এবং সংশ্লিষ্ট কর্মকর্তাদের সঙ্গে আলোচনা চলছে। bbox=[177, 743, 347, 755]
story-body: সংশ্লিষ্ট সূত্রে জানা গেছে, বিষয়টি নিয়ে স্থানীয় প্রশাসন ইতোমধ্যে প্রয়োজনীয় পদক্ষেপ গ্রহণ করেছে এবং সংশ্লিষ্ট কর্মকর্তাদের সঙ্গে আলোচনা চলছে। bbox=[177, 591, 347, 602]
story-headline: নিয়মিত আনারস bbox=[39, 34, 134, 50]
story-body: শুল্ক গোয়েন্দা ও তদন্ত অধিদপ্তরের অভিযানে বিপুল পরিমাণ রাজস্ব ফাঁকির ঘটনা উদঘাটিত হয়েছে। আমদানিকারক প্রতিষ্ঠান M/S Ujjala Paint Trading Co. মিথ্যা ঘোষণার মাধ্যমে পণ্য খালাসের চেষ্টা করছিল বলে জানা গেছে। প্রতিষ্ঠানটির বিরুদ্ধে মামলা দায়েরের প্রক্রিয়া চলছে। bbox=[3, 360, 170, 377]
column-divider bbox=[350, 32, 351, 652]
story-headline: তেল আত্মসাৎ bbox=[228, 243, 296, 257]
story-body: বিশেষজ্ঞরা মনে করেন, সমন্বিত পরিকল্পনা ও যথাযথ বাস্তবায়নের মাধ্যমে এ পরিস্থিতির উন্নতি সম্ভব। এ জন্য সরকারি ও বেসরকারি উভয় পর্যায়ের সহযোগিতা প্রয়োজন। bbox=[3, 637, 170, 649]
story-body: এলাকাবাসীর অভিযোগ, দীর্ঘদিন ধরে সমস্যাটি সমাধানের দাবি জানানো হলেও কার্যকর কোনো উদ্যোগ নেওয়া হয়নি। তারা দ্রুত সমাধানের দাবি জানিয়েছেন। bbox=[3, 96, 170, 108]
story-body: এলাকাবাসীর অভিযোগ, দীর্ঘদিন ধরে সমস্যাটি সমাধানের দাবি জানানো হলেও কার্যকর কোনো উদ্যোগ নেওয়া হয়নি। তারা দ্রুত সমাধানের দাবি জানিয়েছেন। bbox=[3, 671, 170, 682]
story-divider bbox=[524, 478, 697, 479]
story-body: সংশ্লিষ্ট সূত্রে জানা গেছে, বিষয়টি নিয়ে স্থানীয় প্রশাসন ইতোমধ্যে প্রয়োজনীয় পদক্ষেপ গ্রহণ করেছে এবং সংশ্লিষ্ট কর্মকর্তাদের সঙ্গে আলোচনা চলছে। bbox=[524, 825, 697, 836]
story-body: আদানি গোষ্ঠীর বিরুদ্ধে ওঠা অভিযোগ এবং ভারত সরকারের অবস্থান নিয়ে বিশ্লেষণ। bbox=[354, 293, 501, 299]
story-divider bbox=[524, 342, 697, 343]
story-body: এনআইসি এবং কাস্টমারিয়েলে এলাকা উৎসাহী উদ্যোগে বর্তমানে বিভিন্ন উপজেলার কৃষকেরা আনারস চাষ করে থাকেন। জমির পরিমাণ সীমিত হলেও ফলন ভালো হওয়ায় স্থানীয় বাজারে চাহিদা বেড়েছে। কৃষি বিভাগের কর্মকর্তারা জানান, এ বছর আবহাওয়া অনুকূলে থাকায় উৎপাদন আগের তুলনায় বেশি হবে বলে আশা করা হচ্ছে। ১. উন্নত জাতের চারা ব্যবহার ২. সঠিক সময়ে সার প্রয়োগ ৩. নিয়মিত পরিচর্যা ৪. রোগবালাই দমন ৫. বিপণন ব্যবস্থার উন্নয়ন। এসব বিষয়ে কৃষকদের প্রশিক্ষণ দেওয়া হচ্ছে। bbox=[3, 51, 170, 85]
story-headline: এখন ইসকনকে ব্যবহার bbox=[383, 204, 488, 218]
story-body: বিশেষজ্ঞরা মনে করেন, সমন্বিত পরিকল্পনা ও যথাযথ বাস্তবায়নের মাধ্যমে এ পরিস্থিতির উন্নতি সম্ভব। এ জন্য সরকারি ও বেসরকারি উভয় পর্যায়ের সহযোগিতা প্রয়োজন। bbox=[177, 468, 347, 479]
story-body: এলাকাবাসীর অভিযোগ, দীর্ঘদিন ধরে সমস্যাটি সমাধানের দাবি জানানো হলেও কার্যকর কোনো উদ্যোগ নেওয়া হয়নি। তারা দ্রুত সমাধানের দাবি জানিয়েছেন। bbox=[354, 859, 476, 876]
story-body: এলাকাবাসীর অভিযোগ, দীর্ঘদিন ধরে সমস্যাটি সমাধানের দাবি জানানো হলেও কার্যকর কোনো উদ্যোগ নেওয়া হয়নি। তারা দ্রুত সমাধানের দাবি জানিয়েছেন। bbox=[354, 298, 517, 310]
story-body: এলাকাবাসীর অভিযোগ, দীর্ঘদিন ধরে সমস্যাটি সমাধানের দাবি জানানো হলেও কার্যকর কোনো উদ্যোগ নেওয়া হয়নি। তারা দ্রুত সমাধানের দাবি জানিয়েছেন। bbox=[177, 456, 347, 468]
story-body: এলাকাবাসীর অভিযোগ, দীর্ঘদিন ধরে সমস্যাটি সমাধানের দাবি জানানো হলেও কার্যকর কোনো উদ্যোগ নেওয়া হয়নি। তারা দ্রুত সমাধানের দাবি জানিয়েছেন। bbox=[3, 141, 170, 152]
story-body: বিশেষজ্ঞরা মনে করেন, সমন্বিত পরিকল্পনা ও যথাযথ বাস্তবায়নের মাধ্যমে এ পরিস্থিতির উন্নতি সম্ভব। এ জন্য সরকারি ও বেসরকারি উভয় পর্যায়ের সহযোগিতা প্রয়োজন। bbox=[3, 107, 170, 119]
story-body: অনুষ্ঠানে উপস্থিত ছিলেন উপজেলা নির্বাহী কর্মকর্তা, স্থানীয় জনপ্রতিনিধি, শিক্ষক, সাংবাদিক ও বিভিন্ন শ্রেণি-পেশার মানুষ। বক্তারা বিষয়টির গুরুত্ব তুলে ধরেন। bbox=[177, 371, 347, 383]
story-body: বিশেষজ্ঞরা মনে করেন, সমন্বিত পরিকল্পনা ও যথাযথ বাস্তবায়নের মাধ্যমে এ পরিস্থিতির উন্নতি সম্ভব। এ জন্য সরকারি ও বেসরকারি উভয় পর্যায়ের সহযোগিতা প্রয়োজন। bbox=[3, 593, 170, 604]
story-body: এলাকাবাসীর অভিযোগ, দীর্ঘদিন ধরে সমস্যাটি সমাধানের দাবি জানানো হলেও কার্যকর কোনো উদ্যোগ নেওয়া হয়নি। তারা দ্রুত সমাধানের দাবি জানিয়েছেন। bbox=[354, 791, 476, 809]
story-body: সংশ্লিষ্ট সূত্রে জানা গেছে, বিষয়টি নিয়ে স্থানীয় প্রশাসন ইতোমধ্যে প্রয়োজনীয় পদক্ষেপ গ্রহণ করেছে এবং সংশ্লিষ্ট কর্মকর্তাদের সঙ্গে আলোচনা চলছে। bbox=[524, 383, 697, 394]
story-nizami bbox=[3, 825, 170, 907]
story-body: বিলাইছড়ি (রাঙামাটি) প্রতিনিধি: দুর্গম এলাকার শিক্ষার্থীদের মধ্যে অর্থ সহায়তা প্রদান করা হয়। bbox=[524, 624, 688, 630]
story-body: সংশ্লিষ্ট সূত্রে জানা গেছে, বিষয়টি নিয়ে স্থানীয় প্রশাসন ইতোমধ্যে প্রয়োজনীয় পদক্ষেপ গ্রহণ করেছে এবং সংশ্লিষ্ট কর্মকর্তাদের সঙ্গে আলোচনা চলছে। bbox=[354, 437, 517, 448]
story-body: বিশেষজ্ঞরা মনে করেন, সমন্বিত পরিকল্পনা ও যথাযথ বাস্তবায়নের মাধ্যমে এ পরিস্থিতির উন্নতি সম্ভব। এ জন্য সরকারি ও বেসরকারি উভয় পর্যায়ের সহযোগিতা প্রয়োজন। bbox=[177, 44, 347, 55]
story-body: অনুষ্ঠানে উপস্থিত ছিলেন উপজেলা নির্বাহী কর্মকর্তা, স্থানীয় জনপ্রতিনিধি, শিক্ষক, সাংবাদিক ও বিভিন্ন শ্রেণি-পেশার মানুষ। বক্তারা বিষয়টির গুরুত্ব তুলে ধরেন। bbox=[354, 825, 476, 842]
story-body: সংশ্লিষ্ট সূত্রে জানা গেছে, বিষয়টি নিয়ে স্থানীয় প্রশাসন ইতোমধ্যে প্রয়োজনীয় পদক্ষেপ গ্রহণ করেছে এবং সংশ্লিষ্ট কর্মকর্তাদের সঙ্গে আলোচনা চলছে। bbox=[3, 570, 170, 582]
story-genz bbox=[354, 147, 517, 201]
story-body: অনুষ্ঠানে উপস্থিত ছিলেন উপজেলা নির্বাহী কর্মকর্তা, স্থানীয় জনপ্রতিনিধি, শিক্ষক, সাংবাদিক ও বিভিন্ন শ্রেণি-পেশার মানুষ। বক্তারা বিষয়টির গুরুত্ব তুলে ধরেন। bbox=[3, 118, 170, 130]
story-divider bbox=[524, 594, 697, 595]
story-body: সংশ্লিষ্ট সূত্রে জানা গেছে, বিষয়টি নিয়ে স্থানীয় প্রশাসন ইতোমধ্যে প্রয়োজনীয় পদক্ষেপ গ্রহণ করেছে এবং সংশ্লিষ্ট কর্মকর্তাদের সঙ্গে আলোচনা চলছে। bbox=[3, 615, 170, 626]
story-body: অনুষ্ঠানে উপস্থিত ছিলেন উপজেলা নির্বাহী কর্মকর্তা, স্থানীয় জনপ্রতিনিধি, শিক্ষক, সাংবাদিক ও বিভিন্ন শ্রেণি-পেশার মানুষ। বক্তারা বিষয়টির গুরুত্ব তুলে ধরেন। bbox=[3, 604, 170, 615]
story-divider bbox=[3, 823, 170, 824]
story-body: এলাকাবাসীর অভিযোগ, দীর্ঘদিন ধরে সমস্যাটি সমাধানের দাবি জানানো হলেও কার্যকর কোনো উদ্যোগ নেওয়া হয়নি। তারা দ্রুত সমাধানের দাবি জানিয়েছেন। bbox=[524, 652, 697, 663]
story-body: অনুষ্ঠানে উপস্থিত ছিলেন উপজেলা নির্বাহী কর্মকর্তা, স্থানীয় জনপ্রতিনিধি, শিক্ষক, সাংবাদিক ও বিভিন্ন শ্রেণি-পেশার মানুষ। বক্তারা বিষয়টির গুরুত্ব তুলে ধরেন। bbox=[354, 44, 517, 55]
story-body: ধর্মীয় সংগঠনকে রাজনৈতিক উদ্দেশ্যে ব্যবহারের অভিযোগ তুলেছেন বক্তারা। bbox=[354, 219, 488, 225]
story-hilsa-fishermen bbox=[524, 344, 697, 476]
story-body: এলাকাবাসীর অভিযোগ, দীর্ঘদিন ধরে সমস্যাটি সমাধানের দাবি জানানো হলেও কার্যকর কোনো উদ্যোগ নেওয়া হয়নি। তারা দ্রুত সমাধানের দাবি জানিয়েছেন। bbox=[524, 394, 697, 406]
story-body: বিশেষজ্ঞরা মনে করেন, সমন্বিত পরিকল্পনা ও যথাযথ বাস্তবায়নের মাধ্যমে এ পরিস্থিতির উন্নতি সম্ভব। এ জন্য সরকারি ও বেসরকারি উভয় পর্যায়ের সহযোগিতা প্রয়োজন। bbox=[177, 88, 347, 100]
story-body: সংশ্লিষ্ট সূত্রে জানা গেছে, বিষয়টি নিয়ে স্থানীয় প্রশাসন ইতোমধ্যে প্রয়োজনীয় পদক্ষেপ গ্রহণ করেছে এবং সংশ্লিষ্ট কর্মকর্তাদের সঙ্গে আলোচনা চলছে। bbox=[524, 780, 697, 792]
story-body: সংশ্লিষ্ট সূত্রে জানা গেছে, বিষয়টি নিয়ে স্থানীয় প্রশাসন ইতোমধ্যে প্রয়োজনীয় পদক্ষেপ গ্রহণ করেছে এবং সংশ্লিষ্ট কর্মকর্তাদের সঙ্গে আলোচনা চলছে। bbox=[3, 660, 170, 671]
story-body: অনুষ্ঠানে উপস্থিত ছিলেন উপজেলা নির্বাহী কর্মকর্তা, স্থানীয় জনপ্রতিনিধি, শিক্ষক, সাংবাদিক ও বিভিন্ন শ্রেণি-পেশার মানুষ। বক্তারা বিষয়টির গুরুত্ব তুলে ধরেন। bbox=[524, 674, 697, 686]
story-body: এলাকাবাসীর অভিযোগ, দীর্ঘদিন ধরে সমস্যাটি সমাধানের দাবি জানানো হলেও কার্যকর কোনো উদ্যোগ নেওয়া হয়নি। তারা দ্রুত সমাধানের দাবি জানিয়েছেন। bbox=[524, 100, 697, 111]
story-body: সংশ্লিষ্ট সূত্রে জানা গেছে, বিষয়টি নিয়ে স্থানীয় প্রশাসন ইতোমধ্যে প্রয়োজনীয় পদক্ষেপ গ্রহণ করেছে এবং সংশ্লিষ্ট কর্মকর্তাদের সঙ্গে আলোচনা চলছে। bbox=[354, 55, 517, 66]
story-body: অনুষ্ঠানে উপস্থিত ছিলেন উপজেলা নির্বাহী কর্মকর্তা, স্থানীয় জনপ্রতিনিধি, শিক্ষক, সাংবাদিক ও বিভিন্ন শ্রেণি-পেশার মানুষ। বক্তারা বিষয়টির গুরুত্ব তুলে ধরেন। bbox=[177, 327, 347, 338]
story-body: সংশ্লিষ্ট সূত্রে জানা গেছে, বিষয়টি নিয়ে স্থানীয় প্রশাসন ইতোমধ্যে প্রয়োজনীয় পদক্ষেপ গ্রহণ করেছে এবং সংশ্লিষ্ট কর্মকর্তাদের সঙ্গে আলোচনা চলছে। bbox=[177, 445, 347, 457]
story-body: বিশেষজ্ঞরা মনে করেন, সমন্বিত পরিকল্পনা ও যথাযথ বাস্তবায়নের মাধ্যমে এ পরিস্থিতির উন্নতি সম্ভব। এ জন্য সরকারি ও বেসরকারি উভয় পর্যায়ের সহযোগিতা প্রয়োজন। bbox=[354, 354, 517, 366]
story-body: এলাকাবাসীর অভিযোগ, দীর্ঘদিন ধরে সমস্যাটি সমাধানের দাবি জানানো হলেও কার্যকর কোনো উদ্যোগ নেওয়া হয়নি। তারা দ্রুত সমাধানের দাবি জানিয়েছেন। bbox=[3, 537, 170, 548]
